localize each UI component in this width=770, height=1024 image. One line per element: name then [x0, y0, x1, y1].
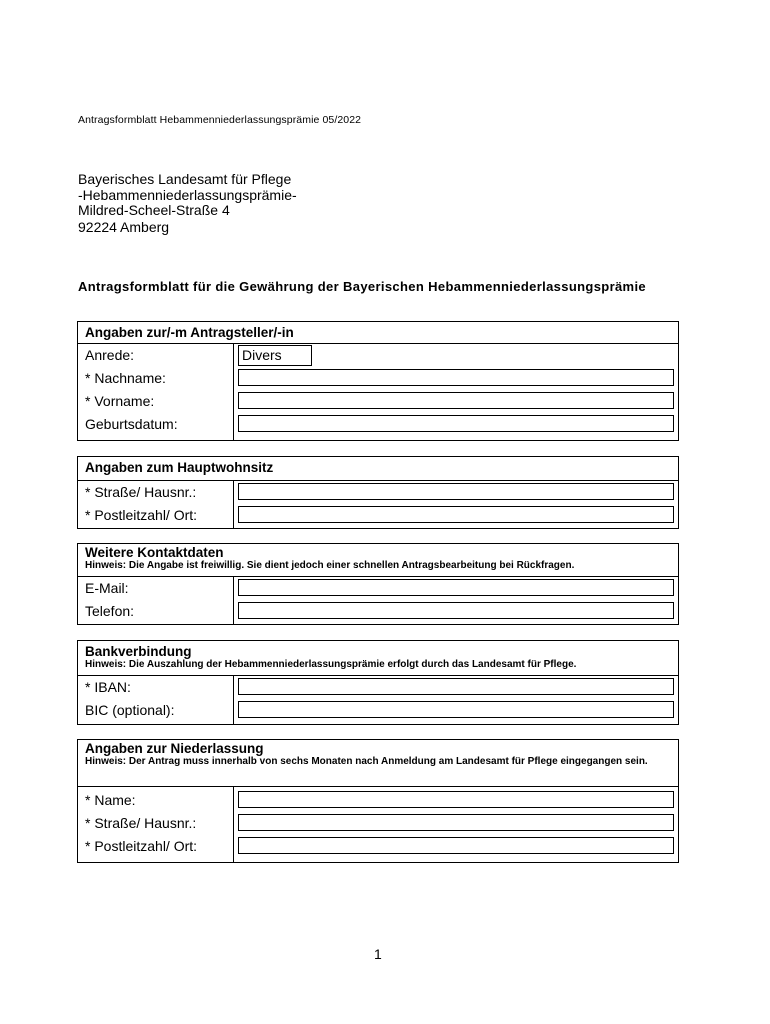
section-contact: [77, 543, 679, 625]
form-row-postcode-city: [78, 504, 678, 527]
section-rows: [78, 577, 678, 624]
firstname-input[interactable]: [238, 392, 674, 409]
form-row-practice-street: [78, 812, 678, 835]
practice-name-label: * Name:: [85, 792, 136, 808]
form-row-phone: [78, 600, 678, 623]
section-rows: [78, 787, 678, 862]
bic-label: BIC (optional):: [85, 702, 175, 718]
section-residence: [77, 456, 679, 529]
form-row-bic: [78, 699, 678, 722]
form-row-iban: [78, 676, 678, 699]
section-rows: [78, 344, 678, 440]
section-title: Angaben zum Hauptwohnsitz: [85, 460, 274, 475]
document-header: Antragsformblatt Hebammenniederlassungsprämie 05/2022: [78, 114, 362, 126]
form-title: Antragsformblatt für die Gewährung der Bayerischen Hebammenniederlassungsprämie: [78, 279, 647, 294]
section-hint: Hinweis: Die Angabe ist freiwillig. Sie dient jedoch einer schnellen Antragsbearbeitung bei Rückfragen.: [85, 560, 575, 571]
section-header: [78, 641, 678, 676]
email-label: E-Mail:: [85, 580, 129, 596]
section-hint: Hinweis: Die Auszahlung der Hebammenniederlassungsprämie erfolgt durch das Landesamt für Pflege.: [85, 659, 577, 670]
section-rows: [78, 676, 678, 724]
form-row-birthdate: [78, 413, 678, 436]
form-row-firstname: [78, 390, 678, 413]
bic-input[interactable]: [238, 701, 674, 718]
section-header: [78, 457, 678, 481]
page-number: 1: [374, 946, 382, 962]
firstname-label: * Vorname:: [85, 393, 155, 409]
street-label: * Straße/ Hausnr.:: [85, 484, 197, 500]
iban-label: * IBAN:: [85, 679, 131, 695]
practice-name-input[interactable]: [238, 791, 674, 808]
section-title: Angaben zur Niederlassung: [85, 741, 264, 756]
practice-postcode-city-input[interactable]: [238, 837, 674, 854]
form-row-salutation: [78, 344, 678, 367]
address-line-4: 92224 Amberg: [78, 218, 170, 235]
section-bank: [77, 640, 679, 725]
section-header: [78, 322, 678, 344]
recipient-address: [78, 172, 297, 235]
salutation-label: Anrede:: [85, 347, 135, 363]
section-title: Weitere Kontaktdaten: [85, 545, 224, 560]
email-input[interactable]: [238, 579, 674, 596]
iban-input[interactable]: [238, 678, 674, 695]
section-header: [78, 544, 678, 577]
phone-input[interactable]: [238, 602, 674, 619]
section-practice: [77, 739, 679, 863]
birthdate-label: Geburtsdatum:: [85, 416, 178, 432]
postcode-city-label: * Postleitzahl/ Ort:: [85, 507, 198, 523]
lastname-input[interactable]: [238, 369, 674, 386]
lastname-label: * Nachname:: [85, 370, 166, 386]
section-applicant: [77, 321, 679, 441]
practice-street-input[interactable]: [238, 814, 674, 831]
section-title: Bankverbindung: [85, 644, 192, 659]
section-hint: Hinweis: Der Antrag muss innerhalb von sechs Monaten nach Anmeldung am Landesamt für Pflege eingegangen sein.: [85, 756, 648, 767]
form-row-lastname: [78, 367, 678, 390]
salutation-select[interactable]: Divers: [238, 345, 312, 366]
section-header: [78, 740, 678, 787]
address-line-2: -Hebammenniederlassungsprämie-: [78, 186, 297, 203]
postcode-city-input[interactable]: [238, 506, 674, 523]
form-row-practice-name: [78, 789, 678, 812]
section-rows: [78, 481, 678, 528]
phone-label: Telefon:: [85, 603, 135, 619]
address-line-1: Bayerisches Landesamt für Pflege: [78, 171, 292, 187]
practice-postcode-city-label: * Postleitzahl/ Ort:: [85, 838, 198, 854]
section-title: Angaben zur/-m Antragsteller/-in: [85, 325, 294, 340]
birthdate-input[interactable]: [238, 415, 674, 432]
street-input[interactable]: [238, 483, 674, 500]
practice-street-label: * Straße/ Hausnr.:: [85, 815, 197, 831]
form-row-practice-postcode-city: [78, 835, 678, 858]
address-line-3: Mildred-Scheel-Straße 4: [78, 202, 230, 218]
form-row-email: [78, 577, 678, 600]
form-row-street: [78, 481, 678, 504]
